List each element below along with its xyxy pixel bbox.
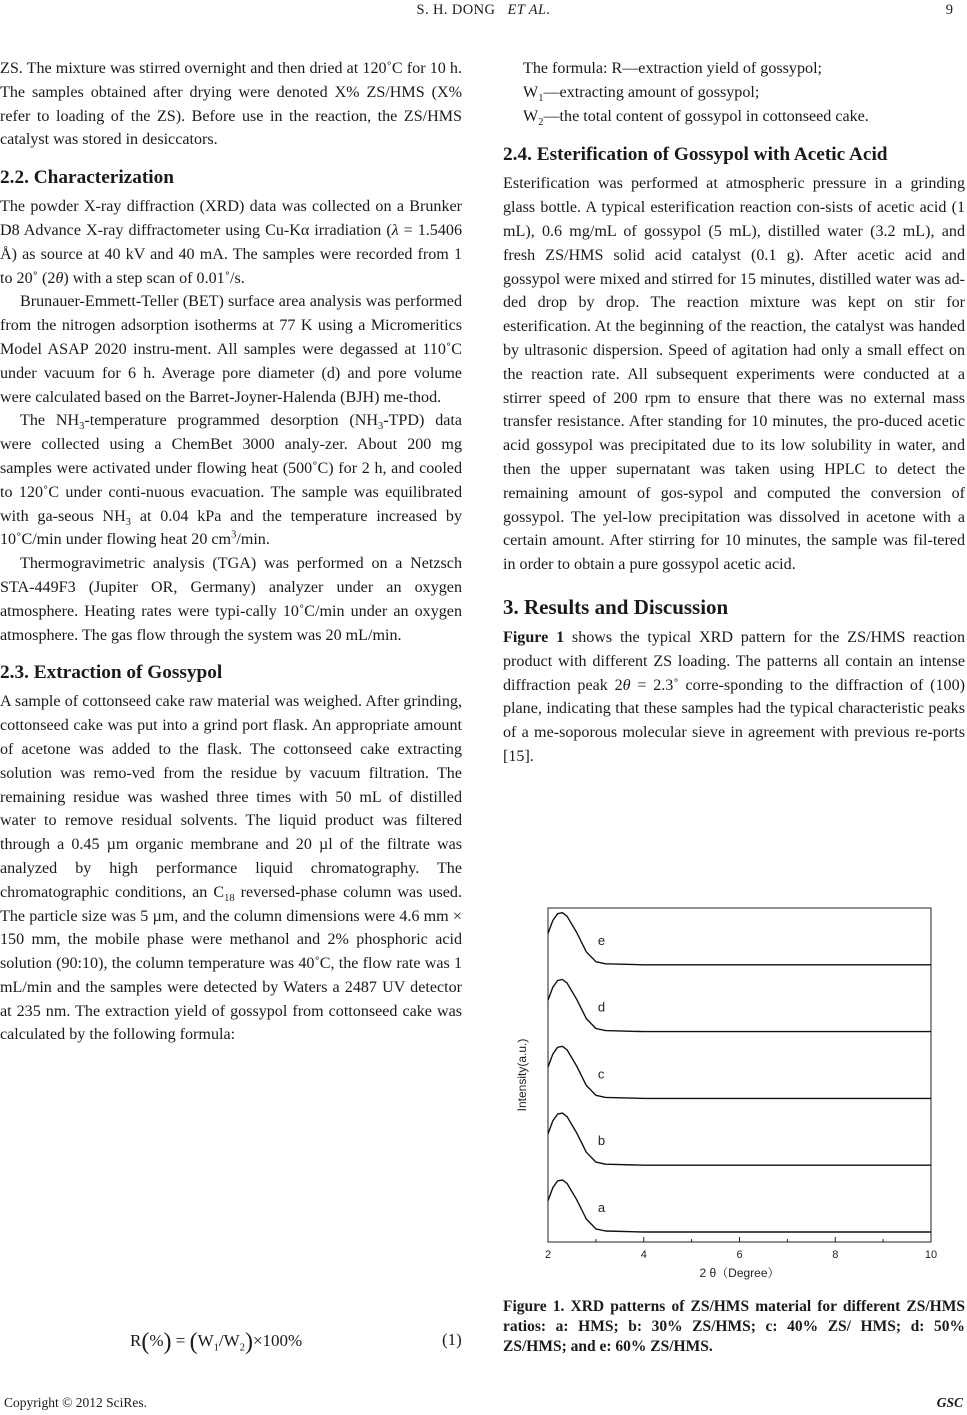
paragraph-esterification: Esterification was performed at atmospheric pressure in a grinding glass bottle. A typical esterification reaction con-sists of acetic acid (1 mL), 0.6 mg/mL of gossypol (5 mL), distilled water (3.2 mL), and fresh ZS/HMS solid acid catalyst (0.1 g). After acetic acid and gossypol were mixed and stirred for 15 minutes, distilled water was ad-ded drop by drop. The reaction mixture was kept on stir for esterification. At the beginning of the reaction, the catalyst was handed by ultrasonic dispersion. Speed of agitation had only a small effect on the reaction rate. All subsequent experiments were conducted at a stirrer speed of 200 rpm to ensure that there was no external mass transfer resistance. After standing for 10 minutes, the pro-duced acetic acid gossypol was precipitated due to its low solubility in water, and then the upper supernatant was taken using HPLC to detect the remaining amount of gos-sypol and computed the conversion of gossypol. The yel-low precipitation was dissolved in acetone with a certain amount. After stirring for 10 minutes, the sample was fil-tered in order to obtain a pure gossypol acetic acid. [503,175,965,574]
paragraph-xrd: The powder X-ray diffraction (XRD) data was collected on a Brunker D8 Advance X-ray diffractometer using Cu-Kα irradiation (λ = 1.5406 Å) as source at 40 kV and 40 mA. The samples were recorded from 1 to 20˚ (2θ) with a step scan of 0.01˚/s. [0,198,462,287]
series-label-e: e [597,932,606,948]
series-label-c: c [597,1066,605,1082]
footer-journal: GSC [936,1395,963,1410]
series-label-d: d [597,999,606,1015]
x-tick-label-10: 10 [924,1249,938,1261]
x-tick-label-2: 2 [544,1249,552,1261]
right-column [503,57,965,769]
series-line-d [548,980,931,1032]
xrd-chart [503,900,965,1290]
running-title [0,2,967,19]
series-label-b: b [597,1133,606,1149]
header-authors: S. H. DONG [416,2,496,18]
heading-extraction: 2.3. Extraction of Gossypol [0,662,223,684]
paragraph-bet: Brunauer-Emmett-Teller (BET) surface area analysis was performed from the nitrogen adsorption isotherms at 77 K using a Micromeritics Model ASAP 2020 instru-ment. All samples were degassed at 110˚C under vacuum for 6 h. Average pore diameter (d) and pore volume were calculated based on the Barret-Joyner-Halenda (BJH) me-thod. [0,293,462,406]
paragraph-results: Figure 1 shows the typical XRD pattern for the ZS/HMS reaction product with different ZS loading. The patterns all contain an intense diffraction peak 2θ = 2.3˚ corre-sponding to the diffraction of (100) plane, indicating that these samples had the typical characteristic peaks of a me-soporous molecular sieve in agreement with previous re-ports [15]. [503,628,965,765]
series-line-b [548,1113,931,1165]
figure-caption: Figure 1. XRD patterns of ZS/HMS material for different ZS/HMS ratios: a: HMS; b: 30% ZS/HMS; c: 40% ZS/ HMS; d: 50% ZS/HMS; and e: 60% ZS/HMS. [503,1298,965,1355]
heading-characterization: 2.2. Characterization [0,167,175,189]
paragraph-tga: Thermogravimetric analysis (TGA) was performed on a Netzsch STA-449F3 (Jupiter OR, Germany) analyzer under an oxygen atmosphere. Heating rates were typi-cally 10˚C/min under an oxygen atmosphere. The gas flow through the system was 20 mL/min. [0,555,462,644]
series-line-a [548,1180,931,1232]
series-line-e [548,913,931,965]
heading-esterification: 2.4. Esterification of Gossypol with Acetic Acid [503,144,888,166]
equation-number: (1) [442,1330,462,1349]
formula-line-w1: $W_1—extracting$ amount of gossypol; [523,83,760,105]
plot-frame [548,908,931,1242]
x-tick-label-8: 8 [832,1249,839,1261]
footer-copyright: Copyright © 2012 SciRes. [4,1395,148,1410]
xrd-chart-svg [503,900,965,1290]
formula-legend [503,57,965,128]
left-column [0,57,462,1047]
formula-line-w2: $W_2—the$ total content of gossypol in cottonseed cake. [523,107,869,128]
formula-line-r: The formula: R—extraction yield of gossypol; [523,60,823,77]
y-axis-label: Intensity(a.u.) [515,1038,529,1112]
heading-results: 3. Results and Discussion [503,594,729,619]
paragraph-extraction: A sample of cottonseed cake raw material was weighed. After grinding, cottonseed cake was put into a grind port flask. An appropriate amount of acetone was added to the flask. The cottonseed cake extracting solution was remo-ved from the residue by vacuum filtration. The remaining residue was washed three times with 50 mL of distilled water to remove residual solvents. The liquid product was filtered through a 0.45 µm organic membrane and 20 µl of the filtrate was analyzed by high performance liquid chromatography. The chromatographic conditions, an $C_{18}$ reversed-phase column was used. The particle size was 5 µm, and the column dimensions were 4.6 mm × 150 mm, the mobile phase were methanol and 2% phosphoric acid solution (90:10), the column temperature was 40˚C, the flow rate was 1 mL/min and the samples were detected by Waters a 2487 UV detector at 235 nm. The extraction yield of gossypol from cottonseed cake was calculated by the following formula: [0,693,462,1044]
x-tick-label-4: 4 [640,1249,647,1261]
running-header [0,0,967,24]
header-etal: ET AL. [507,2,551,18]
page-number: 9 [945,2,953,18]
x-tick-label-6: 6 [736,1249,743,1261]
x-axis-label: 2 θ（Degree） [699,1266,780,1280]
equation-1: $R(\%) = (W_1/W_2)\times 100\%$ [130,1329,303,1355]
paragraph-intro: ZS. The mixture was stirred overnight and then dried at 120˚C for 10 h. The samples obtained after drying were denoted X% ZS/HMS (X% refer to loading of the ZS). Before use in the reaction, the ZS/HMS catalyst was stored in desiccators. [0,60,462,149]
series-line-c [548,1046,931,1098]
series-label-a: a [597,1199,606,1215]
paragraph-nh3-tpd: The $NH_3$-temperature programmed desorption $(NH_3-TPD)$ data were collected using a ChemBet 3000 analy-zer. About 200 mg samples were activated under flowing heat (500˚C) for 2 h, and cooled to 120˚C under conti-nuous evacuation. The sample was equilibrated with ga-seous $NH_3$ at 0.04 kPa and the temperature increased by 10˚C/min under flowing heat 20 $cm^3/\min$. [0,412,463,549]
